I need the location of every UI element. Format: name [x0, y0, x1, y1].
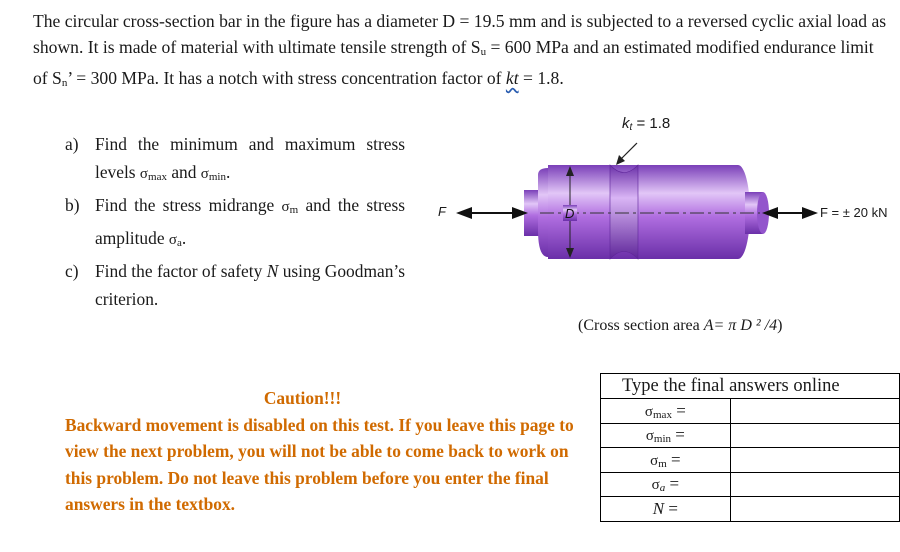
part-a-text — [95, 130, 405, 191]
part-a — [65, 130, 405, 191]
answer-row-sigma-m — [601, 448, 900, 473]
answers-header: Type the final answers online — [601, 374, 900, 399]
part-b-text — [95, 191, 405, 257]
problem-text-2: = 600 MPa and an estimated modified endurance limit of S — [33, 37, 874, 88]
left-force-arrowhead-out — [456, 207, 472, 219]
answer-cell-sigma-min[interactable] — [730, 423, 899, 448]
caution-body: Backward movement is disabled on this test. If you leave this page to view the next problem, you will not be able to come back to work on this problem. Do not leave this problem before you enter the final answers in the textbox. — [65, 414, 574, 514]
answer-row-n — [601, 497, 900, 522]
kt-label-value: = 1.8 — [632, 115, 671, 132]
part-b — [65, 191, 405, 257]
kt-leader-line — [620, 143, 637, 160]
d-label: D — [565, 206, 575, 221]
sub-max: max — [653, 408, 672, 421]
answer-row-sigma-a — [601, 472, 900, 497]
kt-symbol: kt — [505, 68, 519, 88]
answer-label-n — [601, 497, 731, 522]
sigma-min-input[interactable] — [731, 424, 900, 447]
part-c — [65, 257, 405, 313]
cross-section-area-note — [578, 317, 782, 335]
notched-bar-figure — [430, 115, 900, 275]
n-input[interactable] — [731, 497, 900, 520]
sub-min: min — [653, 433, 672, 446]
kt-figure-label — [622, 115, 670, 133]
sub-a: a — [659, 482, 666, 495]
answer-cell-sigma-a[interactable] — [730, 472, 899, 497]
sub-min: min — [208, 171, 226, 183]
part-c-pre: Find the factor of safety — [95, 261, 267, 281]
notch — [610, 165, 638, 259]
part-b-post: . — [181, 228, 187, 248]
answer-label-sigma-max — [601, 399, 731, 424]
area-note-pre: (Cross section area — [578, 317, 704, 334]
answer-row-sigma-min — [601, 423, 900, 448]
part-b-pre: Find the stress midrange — [95, 195, 282, 215]
problem-text-4: = 1.8. — [518, 68, 564, 88]
sigma-symbol: σ — [644, 403, 653, 420]
equals-sign: = — [664, 498, 678, 518]
equals-sign: = — [671, 400, 686, 420]
sigma-symbol: σ — [200, 166, 209, 182]
equals-sign: = — [671, 425, 685, 445]
part-a-mid: and — [166, 162, 201, 182]
answer-cell-sigma-m[interactable] — [730, 448, 899, 473]
equals-sign: = — [665, 474, 680, 494]
question-parts — [65, 130, 405, 313]
area-formula: A= π D ² /4 — [703, 317, 778, 334]
sub-max: max — [148, 171, 167, 183]
sigma-symbol: σ — [645, 428, 654, 445]
answer-row-sigma-max — [601, 399, 900, 424]
area-note-post: ) — [777, 317, 783, 334]
kt-label-sub: t — [629, 122, 633, 133]
answer-label-sigma-m — [601, 448, 731, 473]
answer-cell-sigma-max[interactable] — [730, 399, 899, 424]
part-b-label: b) — [65, 195, 80, 215]
n-variable: N — [266, 261, 279, 281]
part-c-text — [95, 257, 405, 313]
sn-subscript: n — [61, 77, 68, 89]
problem-text-1: The circular cross-section bar in the figure has a diameter D = 19.5 mm and is subjected to a reversed cyclic axial load as shown. It is made of material with ultimate tensile strength of S — [33, 11, 887, 57]
answer-label-sigma-min — [601, 423, 731, 448]
sigma-max-input[interactable] — [731, 399, 900, 422]
sigma-m-input[interactable] — [731, 448, 900, 471]
part-a-label: a) — [65, 134, 79, 154]
su-subscript: u — [480, 46, 487, 58]
sub-m: m — [658, 457, 667, 470]
sigma-symbol: σ — [139, 166, 149, 182]
caution-title: Caution!!! — [263, 388, 342, 408]
part-c-label: c) — [65, 261, 79, 281]
part-a-post: . — [226, 162, 231, 182]
answer-label-sigma-a — [601, 472, 731, 497]
sigma-symbol: σ — [651, 477, 660, 494]
answers-table — [600, 373, 900, 522]
force-left-label: F — [438, 204, 446, 219]
part-b-mid: and the stress amplitude — [95, 195, 405, 248]
problem-statement — [33, 8, 888, 96]
equals-sign: = — [666, 449, 681, 469]
sigma-symbol: σ — [281, 199, 290, 215]
sub-m: m — [289, 204, 299, 216]
kt-label-k: k — [622, 115, 630, 132]
right-force-arrowhead-out — [802, 207, 818, 219]
n-variable: N — [652, 498, 665, 518]
caution-notice — [65, 385, 585, 518]
sub-a: a — [177, 237, 182, 249]
answers-header-row — [601, 374, 900, 399]
sigma-symbol: σ — [168, 232, 177, 248]
answer-cell-n[interactable] — [730, 497, 899, 522]
problem-text-3: ’ = 300 MPa. It has a notch with stress concentration factor of — [67, 68, 506, 88]
part-c-post: using Goodman’s criterion. — [95, 261, 405, 309]
force-right-label: F = ± 20 kN — [820, 205, 888, 220]
sigma-symbol: σ — [650, 452, 659, 469]
part-a-pre: Find the minimum and maximum stress levels — [95, 134, 405, 182]
sigma-a-input[interactable] — [731, 473, 900, 496]
